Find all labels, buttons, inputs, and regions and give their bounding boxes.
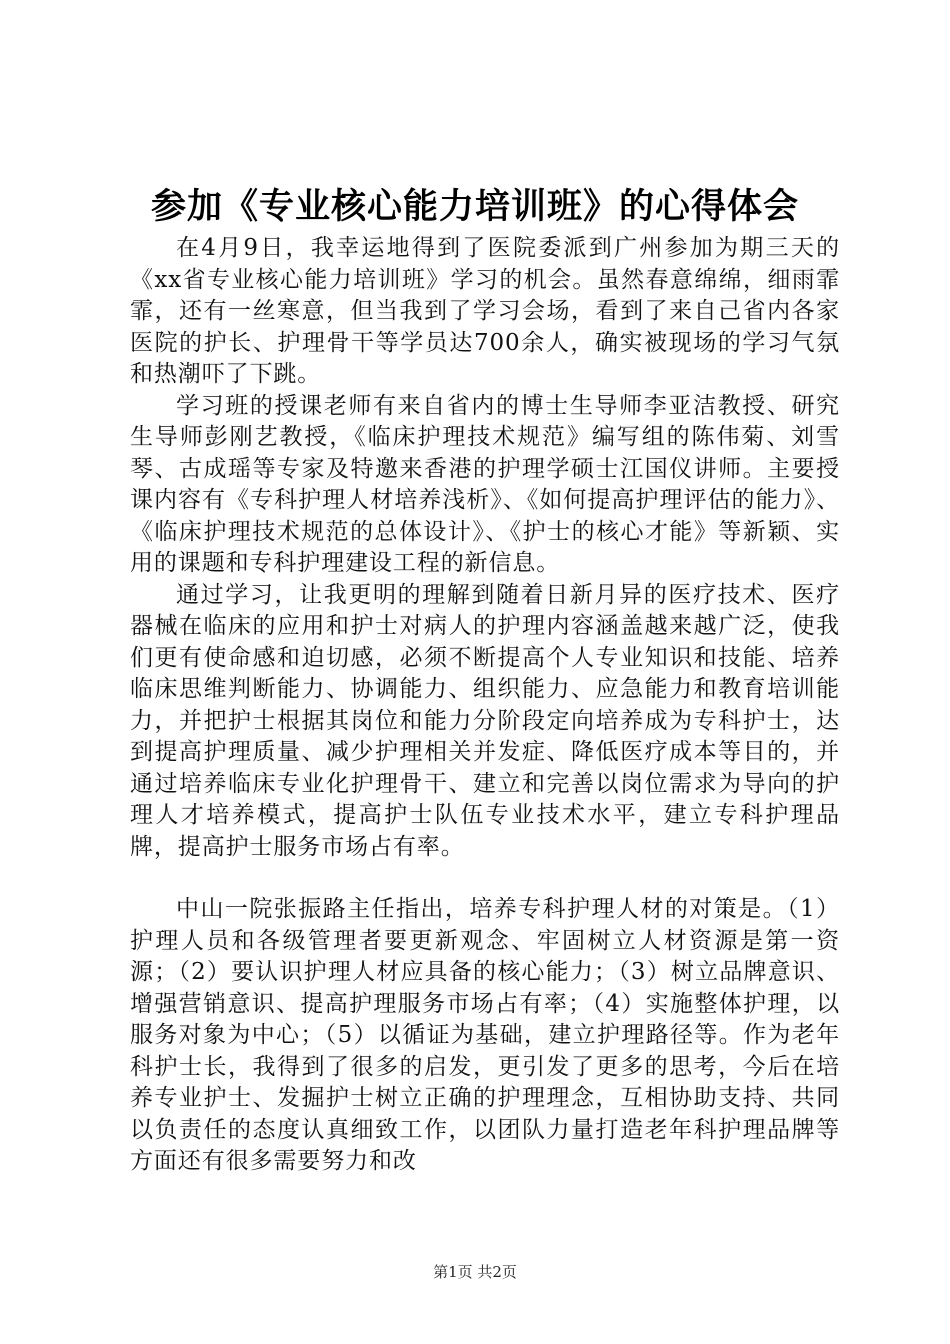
document-title: 参加《专业核心能力培训班》的心得体会: [150, 187, 799, 227]
paragraph-1: 在4月9日，我幸运地得到了医院委派到广州参加为期三天的《xx省专业核心能力培训班》学习的机会。虽然春意绵绵，细雨霏霏，还有一丝寒意，但当我到了学习会场，看到了来自己省内各家医院的护长、护理骨干等学员达700余人，确实被现场的学习气氛和热潮吓了下跳。: [130, 235, 840, 387]
document-body: [130, 233, 840, 1178]
page-number-footer: 第1页 共2页: [433, 1263, 517, 1281]
paragraph-3: 通过学习，让我更明的理解到随着日新月异的医疗技术、医疗器械在临床的应用和护士对病人的护理内容涵盖越来越广泛，使我们更有使命感和迫切感，必须不断提高个人专业知识和技能、培养临床思维判断能力、协调能力、组织能力、应急能力和教育培训能力，并把护士根据其岗位和能力分阶段定向培养成为专科护士，达到提高护理质量、减少护理相关并发症、降低医疗成本等目的，并通过培养临床专业化护理骨干、建立和完善以岗位需求为导向的护理人才培养模式，提高护士队伍专业技术水平，建立专科护理品牌，提高护士服务市场占有率。: [130, 581, 840, 860]
paragraph-2: 学习班的授课老师有来自省内的博士生导师李亚洁教授、研究生导师彭刚艺教授，《临床护理技术规范》编写组的陈伟菊、刘雪琴、古成瑶等专家及特邀来香港的护理学硕士江国仪讲师。主要授课内容有《专科护理人材培养浅析》、《如何提高护理评估的能力》、《临床护理技术规范的总体设计》、《护士的核心才能》等新颖、实用的课题和专科护理建设工程的新信息。: [130, 392, 840, 576]
paragraph-4: 中山一院张振路主任指出，培养专科护理人材的对策是。（1）护理人员和各级管理者要更新观念、牢固树立人材资源是第一资源；（2）要认识护理人材应具备的核心能力；（3）树立品牌意识、增强营销意识、提高护理服务市场占有率；（4）实施整体护理，以服务对象为中心；（5）以循证为基础，建立护理路径等。作为老年科护士长，我得到了很多的启发，更引发了更多的思考，今后在培养专业护士、发掘护士树立正确的护理理念，互相协助支持、共同以负责任的态度认真细致工作，以团队力量打造老年科护理品牌等方面还有很多需要努力和改: [130, 896, 840, 1174]
paragraph-spacer: [130, 863, 840, 894]
